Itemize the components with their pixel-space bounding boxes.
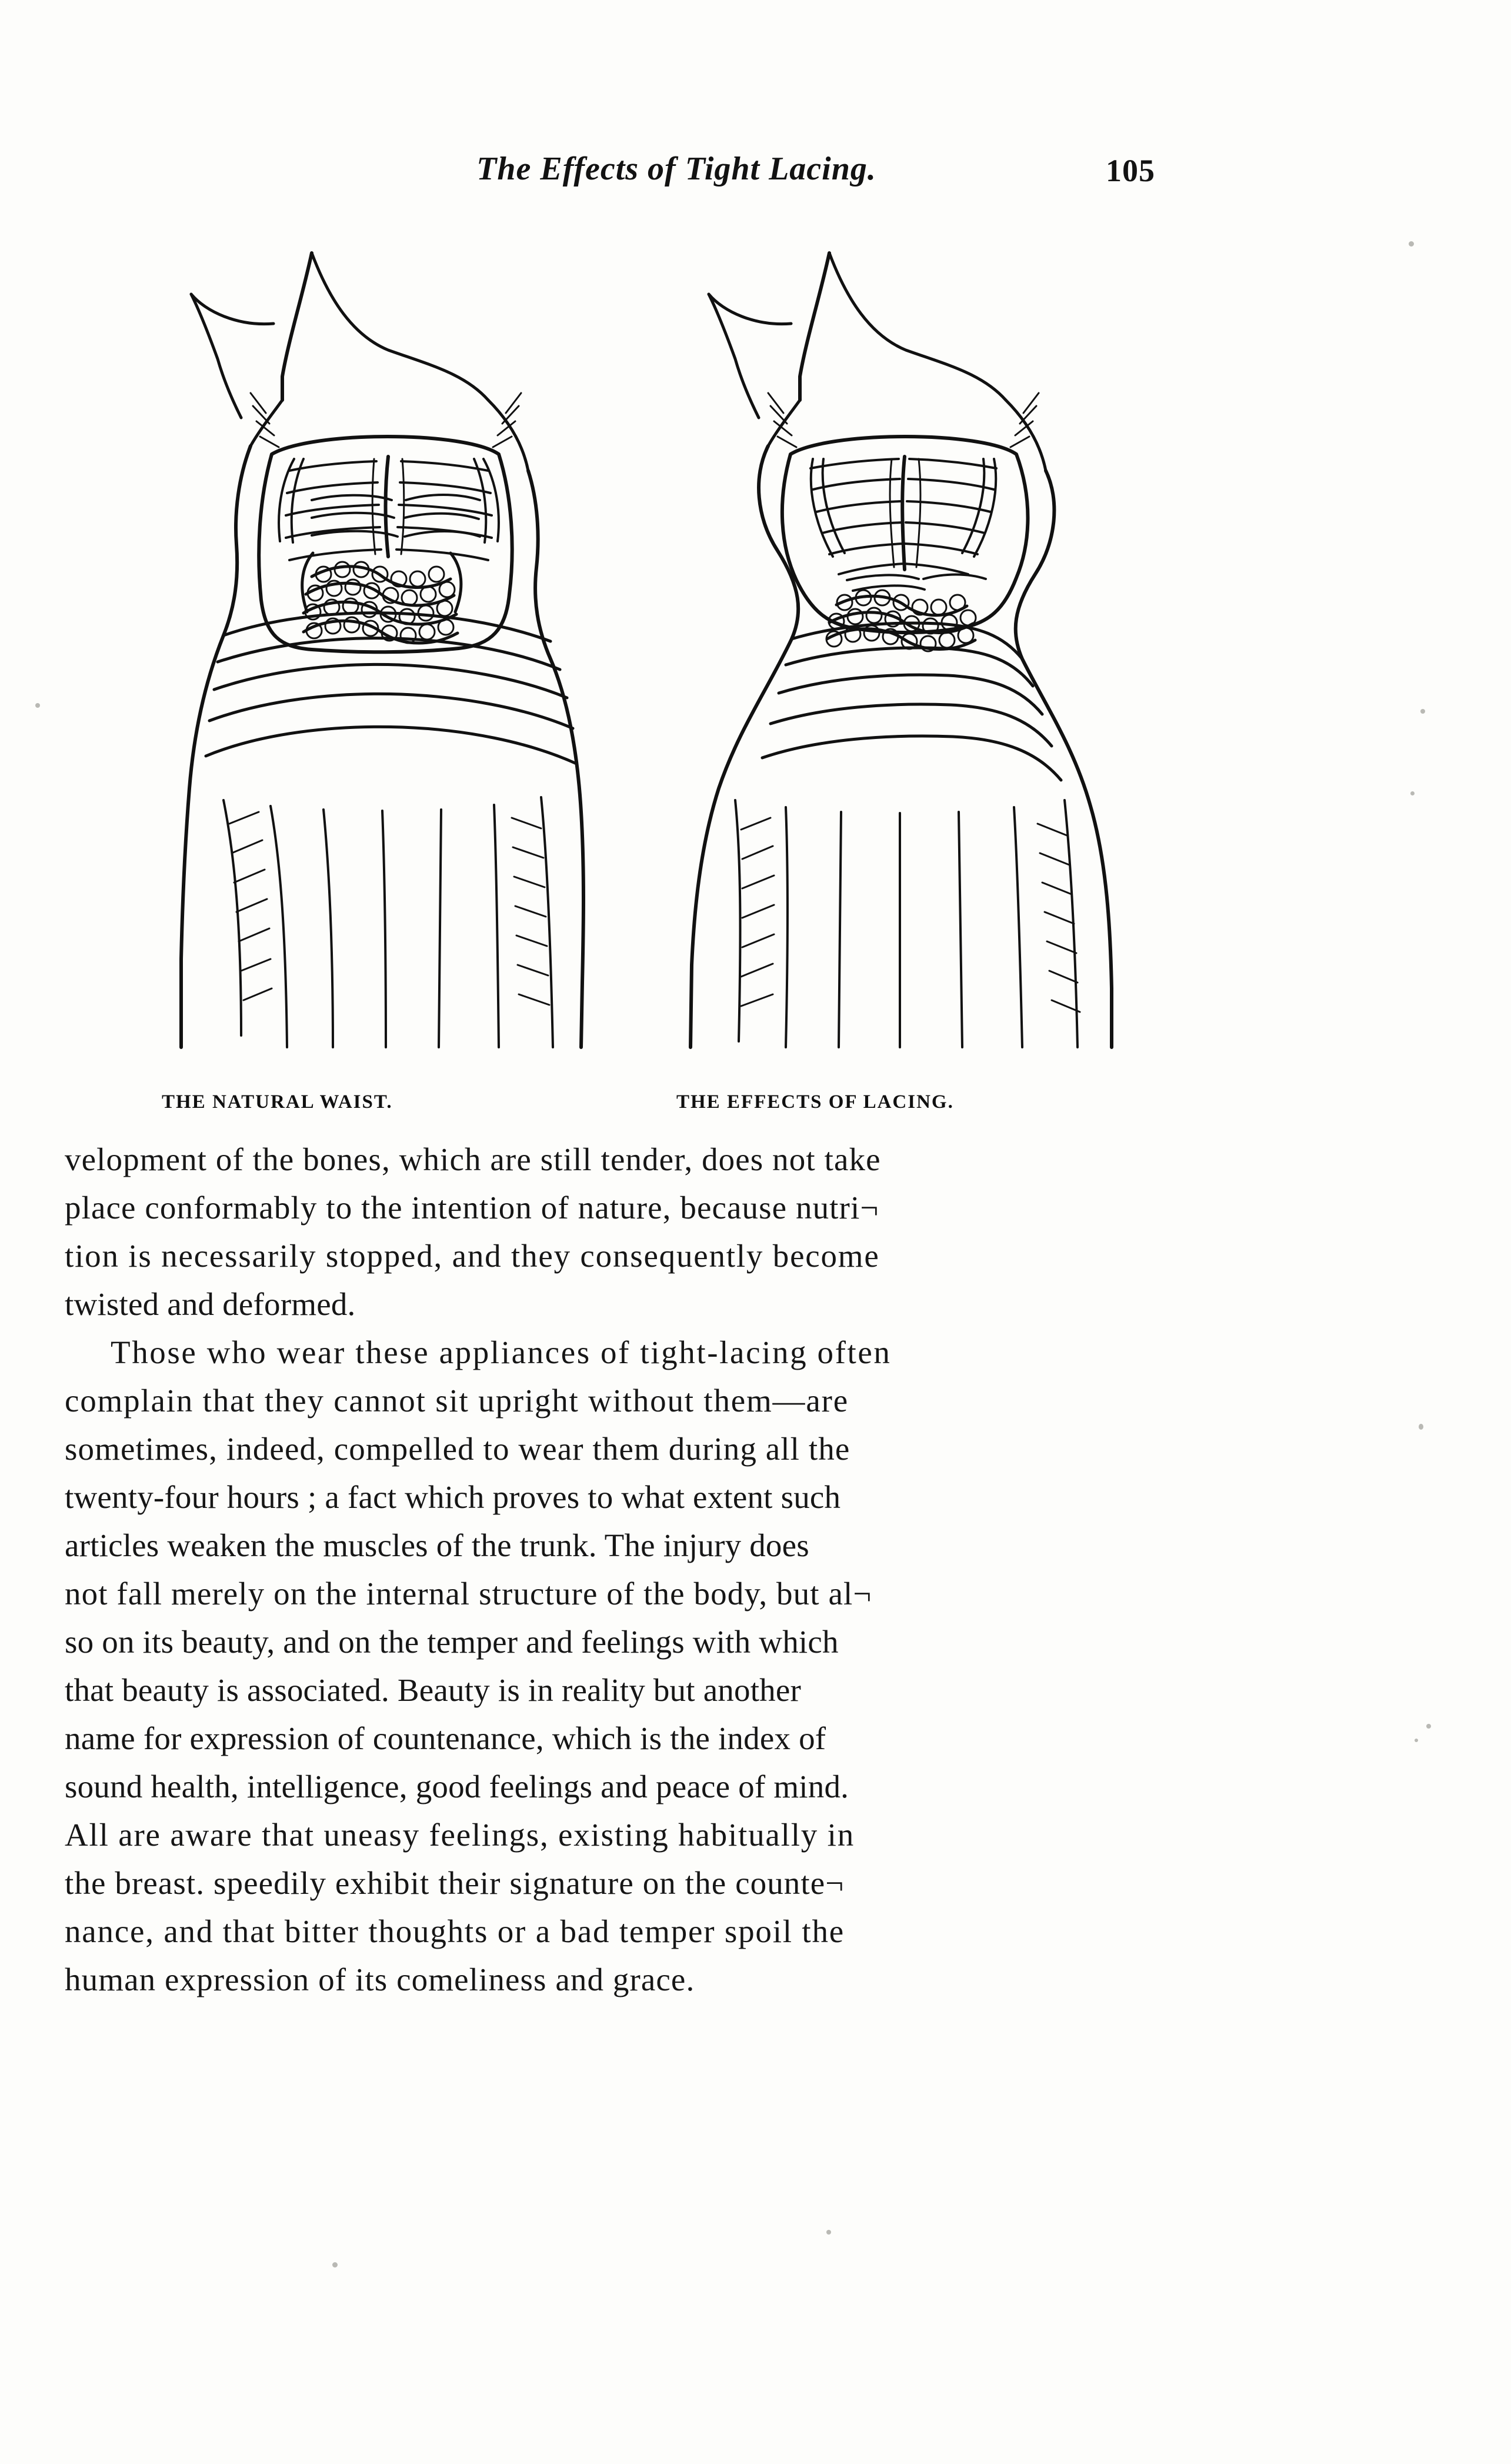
text-line: the breast. speedily exhibit their signature on the counte¬ xyxy=(65,1865,845,1901)
text-line: human expression of its comeliness and grace. xyxy=(65,1962,695,1997)
text-line: All are aware that uneasy feelings, existing habitually in xyxy=(65,1817,855,1853)
caption-effects-of-lacing: THE EFFECTS OF LACING. xyxy=(676,1091,954,1113)
caption-natural-waist: THE NATURAL WAIST. xyxy=(162,1091,393,1113)
page-title: The Effects of Tight Lacing. xyxy=(476,151,876,187)
text-line: so on its beauty, and on the temper and feelings with which xyxy=(65,1624,839,1660)
scan-speck xyxy=(1415,1739,1418,1742)
text-line: articles weaken the muscles of the trunk. The injury does xyxy=(65,1527,809,1563)
running-head xyxy=(0,150,1511,203)
scan-speck xyxy=(1419,1424,1423,1430)
figure-illustration xyxy=(135,224,1212,1094)
scan-speck xyxy=(1420,709,1425,714)
figure-natural-waist xyxy=(181,253,583,1047)
text-line: sound health, intelligence, good feelings and peace of mind. xyxy=(65,1769,849,1804)
scan-speck xyxy=(826,2230,831,2235)
text-line: Those who wear these appliances of tight-lacing often xyxy=(111,1334,892,1370)
torso-engravings xyxy=(135,224,1212,1094)
text-line: sometimes, indeed, compelled to wear them during all the xyxy=(65,1431,850,1467)
text-line: that beauty is associated. Beauty is in reality but another xyxy=(65,1672,802,1708)
text-line: twenty-four hours ; a fact which proves to what extent such xyxy=(65,1479,841,1515)
figure-laced-waist xyxy=(691,253,1112,1047)
scan-speck xyxy=(1410,791,1415,795)
text-line: tion is necessarily stopped, and they consequently become xyxy=(65,1238,880,1274)
text-line: nance, and that bitter thoughts or a bad temper spoil the xyxy=(65,1913,845,1949)
text-line: complain that they cannot sit upright without them—are xyxy=(65,1383,849,1419)
text-line: twisted and deformed. xyxy=(65,1286,356,1322)
text-line: place conformably to the intention of nature, because nutri¬ xyxy=(65,1190,879,1226)
text-line: name for expression of countenance, which is the index of xyxy=(65,1720,826,1756)
scan-speck xyxy=(1426,1724,1431,1729)
text-line: not fall merely on the internal structure of the body, but al¬ xyxy=(65,1576,872,1611)
paragraph-1 xyxy=(65,1136,1306,1328)
paragraph-2 xyxy=(65,1328,1306,2004)
scan-speck xyxy=(35,703,40,708)
body-text xyxy=(65,1136,1306,2004)
page-number: 105 xyxy=(1106,153,1155,188)
scan-speck xyxy=(1409,241,1414,247)
scan-speck xyxy=(332,2262,338,2267)
figure-captions xyxy=(135,1091,1212,1127)
text-line: velopment of the bones, which are still tender, does not take xyxy=(65,1141,881,1177)
